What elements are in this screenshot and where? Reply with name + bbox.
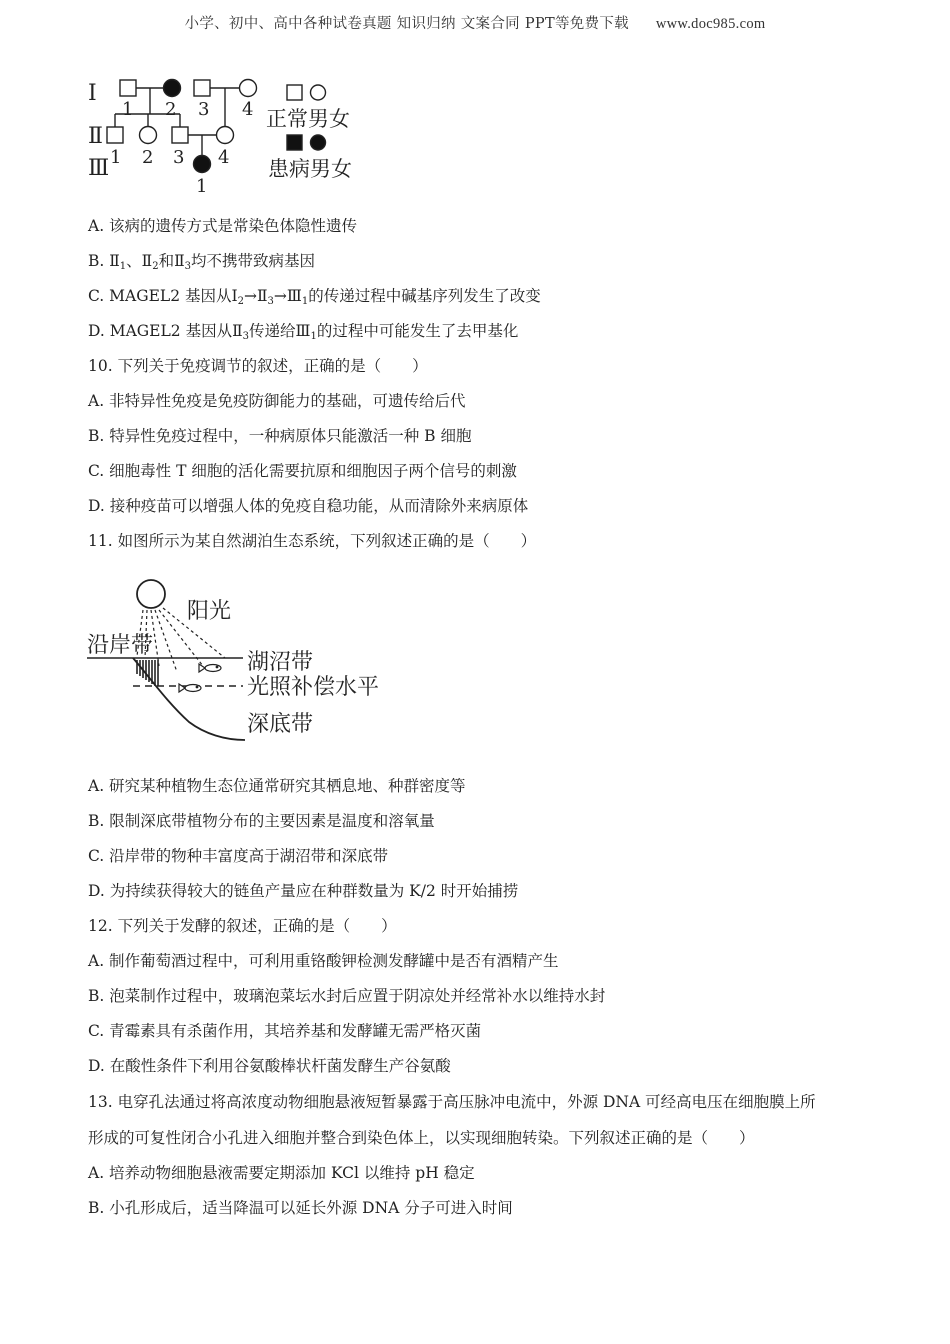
q10-option-d: D. 接种疫苗可以增强人体的免疫自稳功能，从而清除外来病原体 [88, 497, 529, 515]
gen2-num-1: 1 [110, 147, 122, 168]
q12-option-c: C. 青霉素具有杀菌作用，其培养基和发酵罐无需严格灭菌 [88, 1022, 482, 1040]
q11-stem: 11. 如图所示为某自然湖泊生态系统，下列叙述正确的是（ ） [88, 532, 537, 550]
sun-icon [137, 580, 165, 608]
q9-option-c: C. MAGEL2 基因从$Ⅰ_2\to Ⅱ_3\to Ⅲ_1$的传递过程中碱基序列发生了改变 [88, 287, 541, 307]
pedigree-female-normal [240, 80, 257, 97]
q11-option-c: C. 沿岸带的物种丰富度高于湖沼带和深底带 [88, 847, 389, 865]
q12-stem: 12. 下列关于发酵的叙述，正确的是（ ） [88, 917, 397, 935]
q10-option-a: A. 非特异性免疫是免疫防御能力的基础，可遗传给后代 [88, 392, 466, 410]
gen3-num-1: 1 [196, 176, 208, 197]
q11-option-a: A. 研究某种植物生态位通常研究其栖息地、种群密度等 [88, 777, 466, 795]
q9-option-b: B. $Ⅱ_1$、$Ⅱ_2$和$Ⅱ_3$均不携带致病基因 [88, 252, 316, 272]
pedigree-male-normal [194, 80, 210, 96]
fish-icon [199, 664, 221, 672]
legend-male-affected [287, 135, 302, 150]
legend-male-normal [287, 85, 302, 100]
fish-icon [179, 684, 201, 692]
gen1-num-1: 1 [122, 99, 134, 120]
q13-option-a: A. 培养动物细胞悬液需要定期添加 KCl 以维持 pH 稳定 [88, 1164, 475, 1182]
gen2-num-4: 4 [218, 147, 230, 168]
gen-label-3: Ⅲ [88, 156, 110, 181]
shore-plants-icon [137, 660, 158, 686]
pedigree-female-normal [140, 127, 157, 144]
q10-option-c: C. 细胞毒性 T 细胞的活化需要抗原和细胞因子两个信号的刺激 [88, 462, 517, 480]
q11-option-b: B. 限制深底带植物分布的主要因素是温度和溶氧量 [88, 812, 435, 830]
label-sunlight: 阳光 [187, 599, 232, 624]
q12-option-b: B. 泡菜制作过程中，玻璃泡菜坛水封后应置于阴凉处并经常补水以维持水封 [88, 987, 606, 1005]
pedigree-female-affected [164, 80, 181, 97]
q13-stem-line1: 13. 电穿孔法通过将高浓度动物细胞悬液短暂暴露于高压脉冲电流中，外源 DNA 可经高电压在细胞膜上所 [88, 1093, 816, 1111]
legend-affected-label: 患病男女 [268, 157, 352, 181]
pedigree-male-normal [172, 127, 188, 143]
q11-option-d: D. 为持续获得较大的链鱼产量应在种群数量为 K/2 时开始捕捞 [88, 882, 519, 900]
legend-female-affected [311, 135, 326, 150]
gen-label-2: Ⅱ [88, 124, 103, 149]
q9-option-a: A. 该病的遗传方式是常染色体隐性遗传 [88, 217, 358, 235]
q9-option-d: D. MAGEL2 基因从$Ⅱ_3$传递给$Ⅲ_1$的过程中可能发生了去甲基化 [88, 322, 519, 342]
q10-option-b: B. 特异性免疫过程中，一种病原体只能激活一种 B 细胞 [88, 427, 472, 445]
pedigree-male-normal [120, 80, 136, 96]
gen1-num-4: 4 [242, 99, 254, 120]
pedigree-male-normal [107, 127, 123, 143]
header-text: 小学、初中、高中各种试卷真题 知识归纳 文案合同 PPT等免费下载 [184, 16, 629, 32]
legend-normal-label: 正常男女 [266, 107, 350, 131]
q12-option-a: A. 制作葡萄酒过程中，可利用重铬酸钾检测发酵罐中是否有酒精产生 [88, 952, 559, 970]
label-compensation-level: 光照补偿水平 [247, 675, 380, 700]
pedigree-female-affected [194, 156, 211, 173]
gen1-num-2: 2 [165, 99, 177, 120]
header-url[interactable]: www.doc985.com [655, 16, 766, 32]
legend-female-normal [311, 85, 326, 100]
page-header [0, 12, 950, 33]
label-deep-zone: 深底带 [247, 712, 314, 737]
q12-option-d: D. 在酸性条件下利用谷氨酸棒状杆菌发酵生产谷氨酸 [88, 1057, 451, 1075]
pedigree-figure [80, 70, 380, 200]
q10-stem: 10. 下列关于免疫调节的叙述，正确的是（ ） [88, 357, 428, 375]
gen-label-1: Ⅰ [88, 81, 97, 106]
q13-option-b: B. 小孔形成后，适当降温可以延长外源 DNA 分子可进入时间 [88, 1199, 513, 1217]
q13-stem-line2: 形成的可复性闭合小孔进入细胞并整合到染色体上，以实现细胞转染。下列叙述正确的是（ ） [88, 1129, 755, 1147]
pedigree-female-normal [217, 127, 234, 144]
gen1-num-3: 3 [198, 99, 210, 120]
label-shore-zone: 沿岸带 [87, 633, 154, 658]
gen2-num-2: 2 [142, 147, 154, 168]
lake-figure [85, 574, 405, 744]
gen2-num-3: 3 [173, 147, 185, 168]
label-lake-zone: 湖沼带 [247, 650, 314, 675]
